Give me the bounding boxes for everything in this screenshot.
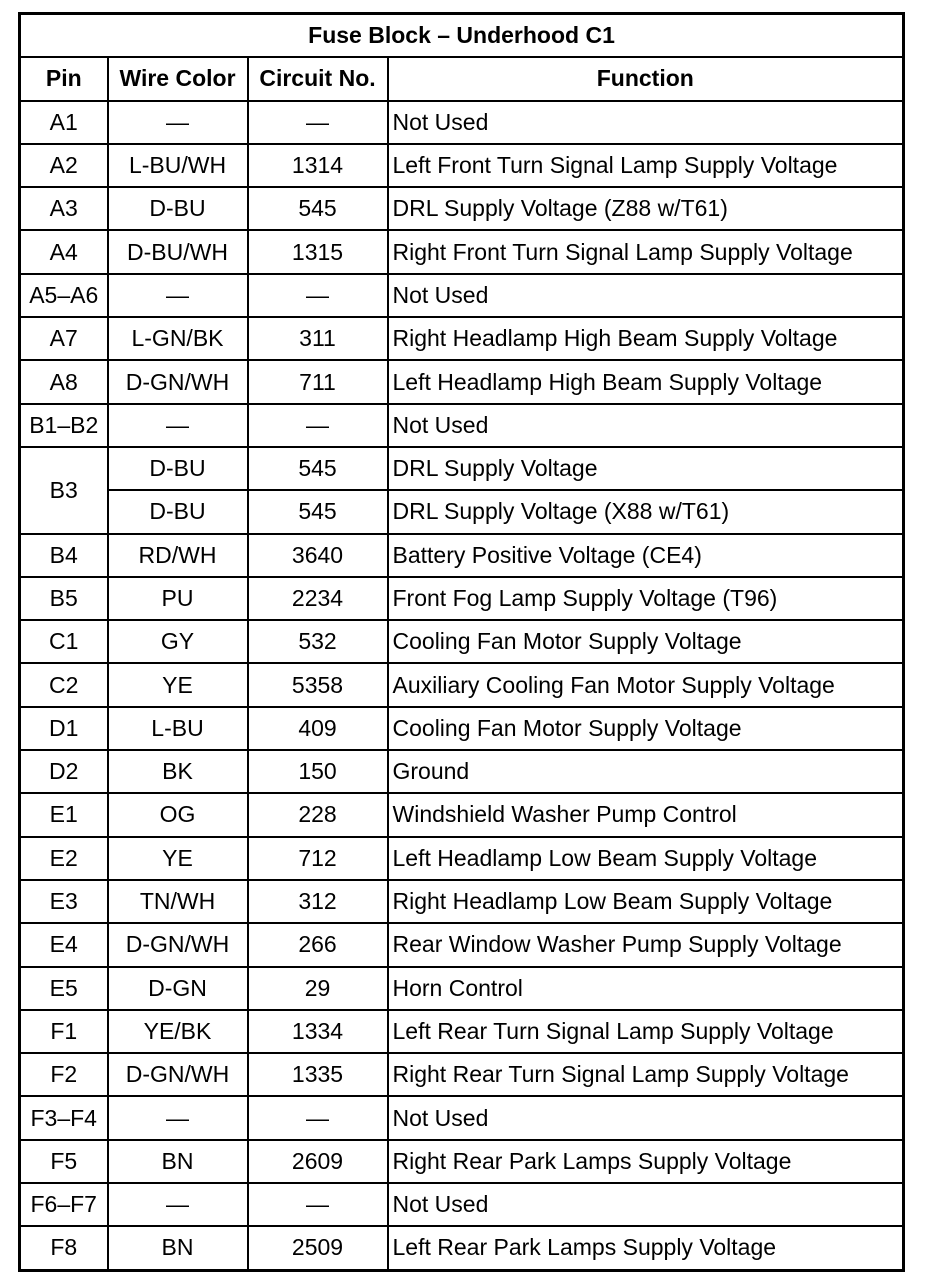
pin-cell: B4 (20, 534, 108, 577)
function-cell: Not Used (388, 101, 904, 144)
function-cell: Rear Window Washer Pump Supply Voltage (388, 923, 904, 966)
circuit-cell: 228 (248, 793, 388, 836)
pin-cell: D2 (20, 750, 108, 793)
table-row (20, 1053, 904, 1096)
wire-color-cell: TN/WH (108, 880, 248, 923)
circuit-cell: 29 (248, 967, 388, 1010)
circuit-cell: — (248, 1183, 388, 1226)
table-row (20, 1226, 904, 1270)
circuit-cell: 1334 (248, 1010, 388, 1053)
pin-cell: A1 (20, 101, 108, 144)
circuit-cell: 409 (248, 707, 388, 750)
wire-color-cell: D-GN (108, 967, 248, 1010)
table-row (20, 967, 904, 1010)
wire-color-cell: D-GN/WH (108, 923, 248, 966)
wire-color-cell: — (108, 1183, 248, 1226)
wire-color-cell: D-BU (108, 187, 248, 230)
table-row (20, 1096, 904, 1139)
circuit-cell: 3640 (248, 534, 388, 577)
circuit-cell: 266 (248, 923, 388, 966)
function-cell: Cooling Fan Motor Supply Voltage (388, 620, 904, 663)
wire-color-cell: D-BU/WH (108, 230, 248, 273)
function-cell: Right Headlamp High Beam Supply Voltage (388, 317, 904, 360)
function-cell: Horn Control (388, 967, 904, 1010)
circuit-cell: 545 (248, 490, 388, 533)
table-row (20, 274, 904, 317)
table-row (20, 101, 904, 144)
pin-cell: F8 (20, 1226, 108, 1270)
circuit-cell: 545 (248, 447, 388, 490)
circuit-cell: 311 (248, 317, 388, 360)
table-header-row (20, 57, 904, 100)
table-row (20, 1183, 904, 1226)
pin-cell: F1 (20, 1010, 108, 1053)
pin-cell: C1 (20, 620, 108, 663)
function-cell: Left Front Turn Signal Lamp Supply Voltage (388, 144, 904, 187)
pin-cell: B3 (20, 447, 108, 534)
pin-cell: A7 (20, 317, 108, 360)
pin-cell: F2 (20, 1053, 108, 1096)
table-row (20, 620, 904, 663)
function-cell: Left Headlamp Low Beam Supply Voltage (388, 837, 904, 880)
fuse-block-pinout-table (18, 12, 905, 1272)
header-wire-color: Wire Color (108, 57, 248, 100)
function-cell: Right Front Turn Signal Lamp Supply Voltage (388, 230, 904, 273)
wire-color-cell: — (108, 404, 248, 447)
function-cell: Left Headlamp High Beam Supply Voltage (388, 360, 904, 403)
header-function: Function (388, 57, 904, 100)
table-row (20, 187, 904, 230)
wire-color-cell: D-GN/WH (108, 360, 248, 403)
pin-cell: C2 (20, 663, 108, 706)
pin-cell: A8 (20, 360, 108, 403)
pin-cell: A4 (20, 230, 108, 273)
pin-cell: E3 (20, 880, 108, 923)
table-row (20, 534, 904, 577)
wire-color-cell: D-BU (108, 447, 248, 490)
table-row (20, 1140, 904, 1183)
function-cell: Not Used (388, 404, 904, 447)
table-title-row (20, 14, 904, 58)
circuit-cell: 2609 (248, 1140, 388, 1183)
function-cell: Left Rear Turn Signal Lamp Supply Voltage (388, 1010, 904, 1053)
wire-color-cell: GY (108, 620, 248, 663)
wire-color-cell: YE/BK (108, 1010, 248, 1053)
circuit-cell: — (248, 404, 388, 447)
pin-cell: E5 (20, 967, 108, 1010)
wire-color-cell: YE (108, 663, 248, 706)
wire-color-cell: L-BU (108, 707, 248, 750)
function-cell: Ground (388, 750, 904, 793)
table-row (20, 404, 904, 447)
circuit-cell: 712 (248, 837, 388, 880)
circuit-cell: — (248, 101, 388, 144)
wire-color-cell: L-GN/BK (108, 317, 248, 360)
pin-cell: A5–A6 (20, 274, 108, 317)
function-cell: DRL Supply Voltage (Z88 w/T61) (388, 187, 904, 230)
wire-color-cell: D-GN/WH (108, 1053, 248, 1096)
circuit-cell: 2234 (248, 577, 388, 620)
pin-cell: E2 (20, 837, 108, 880)
function-cell: Right Rear Turn Signal Lamp Supply Voltage (388, 1053, 904, 1096)
wire-color-cell: BN (108, 1140, 248, 1183)
wire-color-cell: BK (108, 750, 248, 793)
table-row (20, 793, 904, 836)
circuit-cell: 150 (248, 750, 388, 793)
pin-cell: D1 (20, 707, 108, 750)
pin-cell: A3 (20, 187, 108, 230)
function-cell: Not Used (388, 1096, 904, 1139)
header-circuit-no: Circuit No. (248, 57, 388, 100)
function-cell: Windshield Washer Pump Control (388, 793, 904, 836)
function-cell: Left Rear Park Lamps Supply Voltage (388, 1226, 904, 1270)
table-row (20, 707, 904, 750)
function-cell: DRL Supply Voltage (388, 447, 904, 490)
pin-cell: F6–F7 (20, 1183, 108, 1226)
pin-cell: F3–F4 (20, 1096, 108, 1139)
pin-cell: A2 (20, 144, 108, 187)
circuit-cell: 711 (248, 360, 388, 403)
pin-cell: E1 (20, 793, 108, 836)
function-cell: Battery Positive Voltage (CE4) (388, 534, 904, 577)
table-row (20, 837, 904, 880)
table-row (20, 577, 904, 620)
circuit-cell: 2509 (248, 1226, 388, 1270)
table-row (20, 230, 904, 273)
table-row (20, 880, 904, 923)
function-cell: Cooling Fan Motor Supply Voltage (388, 707, 904, 750)
circuit-cell: 545 (248, 187, 388, 230)
circuit-cell: — (248, 1096, 388, 1139)
wire-color-cell: PU (108, 577, 248, 620)
wire-color-cell: — (108, 1096, 248, 1139)
table-row (20, 360, 904, 403)
pin-cell: B5 (20, 577, 108, 620)
function-cell: DRL Supply Voltage (X88 w/T61) (388, 490, 904, 533)
function-cell: Not Used (388, 1183, 904, 1226)
circuit-cell: — (248, 274, 388, 317)
circuit-cell: 312 (248, 880, 388, 923)
wire-color-cell: OG (108, 793, 248, 836)
pin-cell: B1–B2 (20, 404, 108, 447)
wire-color-cell: L-BU/WH (108, 144, 248, 187)
wire-color-cell: YE (108, 837, 248, 880)
header-pin: Pin (20, 57, 108, 100)
circuit-cell: 5358 (248, 663, 388, 706)
table-row (20, 923, 904, 966)
circuit-cell: 1315 (248, 230, 388, 273)
circuit-cell: 1335 (248, 1053, 388, 1096)
table-row (20, 663, 904, 706)
function-cell: Auxiliary Cooling Fan Motor Supply Voltage (388, 663, 904, 706)
table-row (20, 317, 904, 360)
table-row (20, 447, 904, 490)
wire-color-cell: — (108, 101, 248, 144)
pin-cell: E4 (20, 923, 108, 966)
table-row (20, 490, 904, 533)
wire-color-cell: BN (108, 1226, 248, 1270)
circuit-cell: 1314 (248, 144, 388, 187)
table-title: Fuse Block – Underhood C1 (20, 14, 904, 58)
circuit-cell: 532 (248, 620, 388, 663)
table-row (20, 750, 904, 793)
wire-color-cell: RD/WH (108, 534, 248, 577)
pin-cell: F5 (20, 1140, 108, 1183)
wire-color-cell: D-BU (108, 490, 248, 533)
wire-color-cell: — (108, 274, 248, 317)
function-cell: Right Headlamp Low Beam Supply Voltage (388, 880, 904, 923)
function-cell: Front Fog Lamp Supply Voltage (T96) (388, 577, 904, 620)
function-cell: Right Rear Park Lamps Supply Voltage (388, 1140, 904, 1183)
table-row (20, 144, 904, 187)
table-row (20, 1010, 904, 1053)
function-cell: Not Used (388, 274, 904, 317)
